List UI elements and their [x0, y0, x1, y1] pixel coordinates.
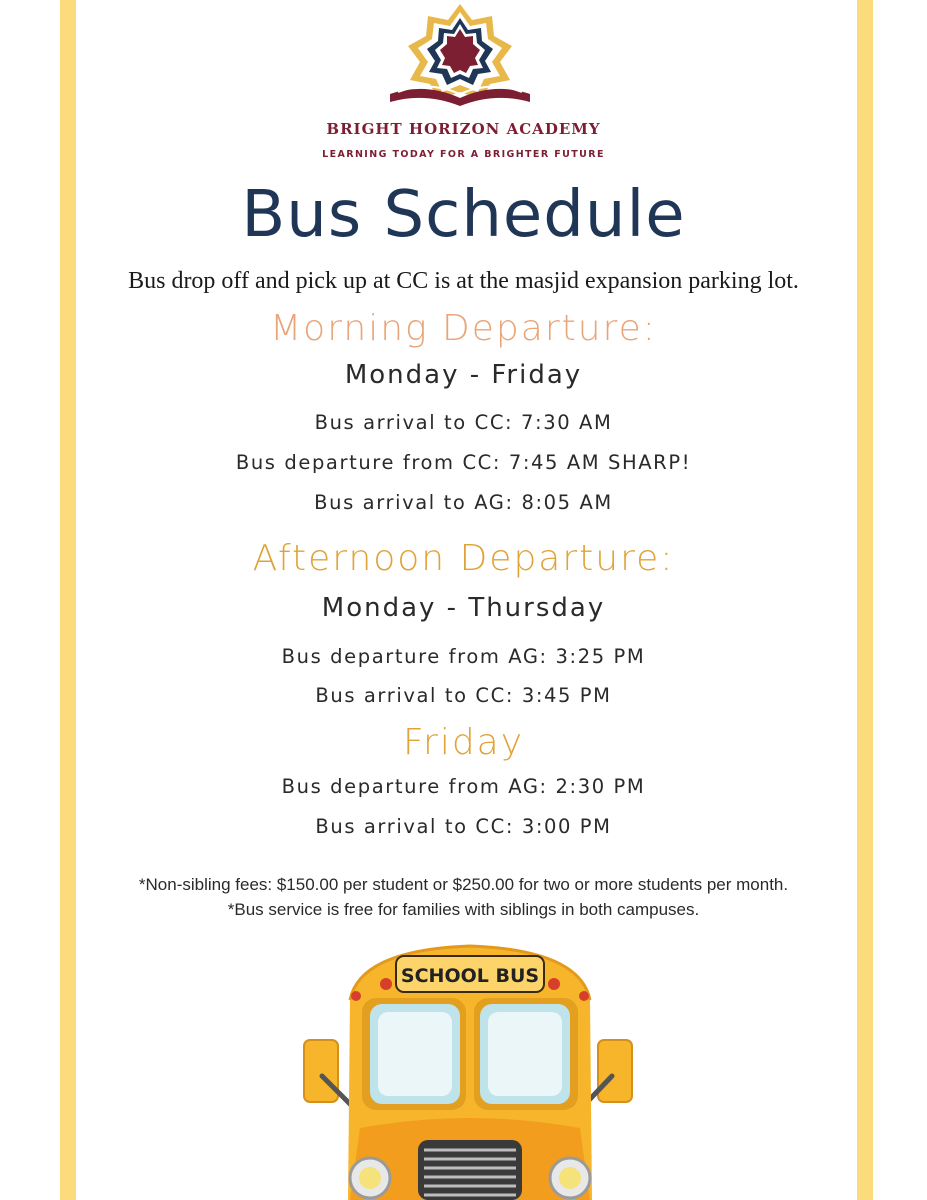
free-service-note: *Bus service is free for families with siblings in both campuses. — [227, 900, 700, 919]
morning-heading: Morning Departure: — [270, 308, 657, 349]
school-bus-icon — [300, 940, 640, 1200]
morning-line: Bus arrival to CC: 7:30 AM — [314, 411, 613, 434]
afternoon-line: Bus arrival to CC: 3:45 PM — [315, 684, 612, 707]
organization-name: BRIGHT HORIZON ACADEMY — [326, 120, 601, 138]
intro-text: Bus drop off and pick up at CC is at the masjid expansion parking lot. — [128, 268, 799, 294]
fee-note: *Non-sibling fees: $150.00 per student or $250.00 for two or more students per month. — [138, 875, 789, 894]
friday-line: Bus departure from AG: 2:30 PM — [281, 775, 646, 798]
bus-sign-text: SCHOOL BUS — [400, 965, 540, 987]
friday-heading: Friday — [402, 722, 525, 763]
friday-line: Bus arrival to CC: 3:00 PM — [315, 815, 612, 838]
morning-line: Bus arrival to AG: 8:05 AM — [314, 491, 613, 514]
page-title: Bus Schedule — [241, 178, 686, 252]
morning-line: Bus departure from CC: 7:45 AM SHARP! — [235, 451, 692, 474]
organization-tagline: LEARNING TODAY FOR A BRIGHTER FUTURE — [322, 149, 605, 160]
morning-days: Monday - Friday — [344, 360, 583, 390]
academy-logo-icon — [370, 2, 550, 110]
afternoon-days: Monday - Thursday — [321, 593, 606, 623]
afternoon-line: Bus departure from AG: 3:25 PM — [281, 645, 646, 668]
afternoon-heading: Afternoon Departure: — [252, 538, 675, 579]
